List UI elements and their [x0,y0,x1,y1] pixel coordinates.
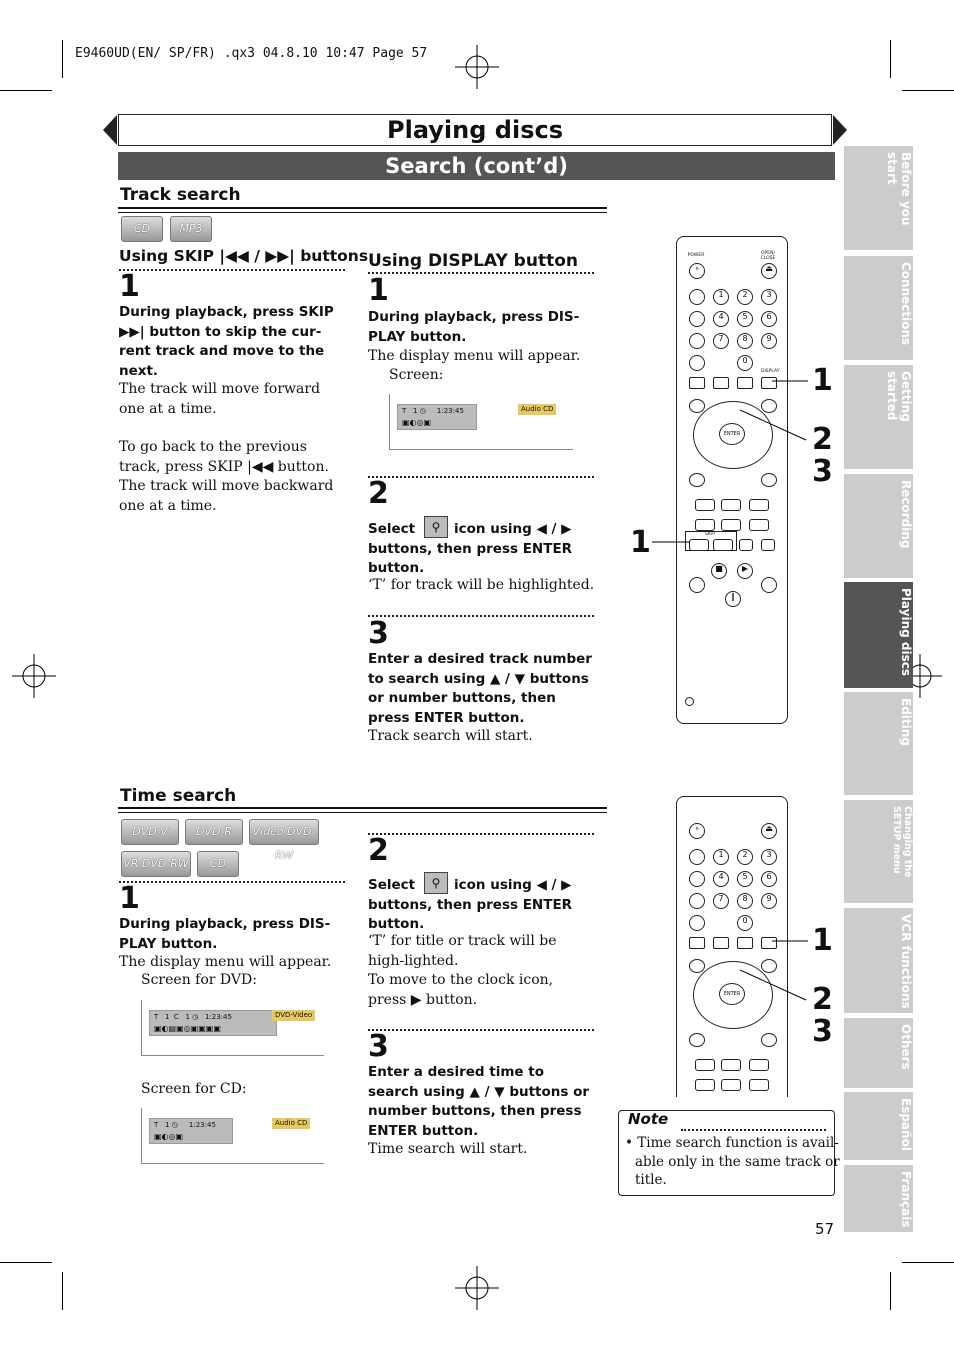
dvd-r-badge: DVD-R [185,819,243,845]
menu-icons: ▣◐▤▣◎▣▣▣▣ [154,1024,221,1033]
sidebar-tab-connections[interactable]: Connections [844,256,913,360]
crop-mark [902,90,954,91]
power-button: ∘ [689,263,705,279]
step-number: 3 [368,1029,389,1064]
digit-5-button: 5 [737,871,753,887]
crop-mark [62,40,63,78]
rew-button [689,577,705,593]
pause-button: ‖ [725,591,741,607]
slow-button [695,519,715,531]
display-step2-result: ‘T’ for track will be highlighted. [368,577,595,593]
track-number: 1 [164,1121,170,1129]
step-number: 1 [119,269,140,304]
time-step2-result: ‘T’ for title or track will be high-lighted. [368,933,557,969]
note-text: • Time search function is avail-able only in the same track or title. [625,1135,840,1188]
skip-step1-instruction: During playback, press SKIP ▶▶| button to skip the cur-rent track and move to the next. [119,304,334,379]
step-number: 2 [368,476,389,511]
callout-number: 1 [812,363,833,398]
rec-speed-button [721,519,741,531]
step-number: 3 [368,616,389,651]
vcr-button [695,499,715,511]
sidebar-tab-francais[interactable]: Français [844,1165,913,1232]
dotted-rule [368,476,594,478]
screen-cd-label: Screen for CD: [141,1081,247,1097]
remote-control [676,236,788,724]
time-search-heading: Time search [120,786,237,806]
page-subtitle: Search (cont’d) [118,152,835,180]
page-title: Playing discs [387,116,563,144]
vcr-button [695,1059,715,1071]
display-step3-instruction: Enter a desired track number to search using ▲ / ▼ buttons or number buttons, then press ENTER button. [368,651,592,726]
digit-8-button: 8 [737,893,753,909]
time-step2-clock: To move to the clock icon, press ▶ button. [368,972,554,1008]
digit-9-button: 9 [761,893,777,909]
screen-label: Screen: [389,367,444,383]
disc-type-label: Audio CD [518,404,556,415]
display-label: DISPLAY [761,369,780,374]
callout-lines [652,530,692,550]
title-indicator: T [154,1013,159,1021]
crop-mark [0,90,52,91]
dvd-button [749,1059,769,1071]
skip-forward-button [713,539,733,551]
digit-1-button: 1 [713,849,729,865]
power-button: ∘ [689,823,705,839]
search-mode-button [689,311,705,327]
time-step3-instruction: Enter a desired time to search using ▲ / ▼ buttons or number buttons, then press ENTER button. [368,1064,590,1139]
step-number: 1 [119,881,140,916]
registration-mark [12,654,56,698]
page-number: 57 [815,1220,835,1238]
digit-7-button: 7 [713,893,729,909]
display-step2-select: Select [368,521,416,537]
digit-3-button: 3 [761,849,777,865]
digit-7-button: 7 [713,333,729,349]
sidebar-tab-playing-discs[interactable]: Playing discs [844,582,913,688]
setup-button [761,473,777,487]
chapter-indicator: C [173,1013,179,1021]
sidebar-tab-others[interactable]: Others [844,1018,913,1088]
title-number: 1 [164,1013,170,1021]
cd-badge: CD [121,216,163,242]
display-step1-instruction: During playback, press DIS-PLAY button. [368,309,580,345]
sidebar-tab-recording[interactable]: Recording [844,474,913,578]
search-icon: ⚲ [424,516,448,538]
callout-number: 3 [812,454,833,489]
menu-icons: ▣◐◎▣ [402,418,432,427]
dvd-rw-vr-badge: VR DVD-RW [121,851,191,877]
return-button [689,473,705,487]
callout-lines [740,370,810,450]
skip-heading: Using SKIP |◀◀ / ▶▶| buttons [119,247,369,265]
cm-skip-button [689,893,705,909]
menu-icons: ▣◐◎▣ [154,1132,184,1141]
display-heading: Using DISPLAY button [368,251,578,271]
digit-1-button: 1 [713,289,729,305]
mp3-badge: MP3 [170,216,212,242]
sidebar-tab-editing[interactable]: Editing [844,692,913,795]
callout-lines [740,930,810,1010]
digit-4-button: 4 [713,871,729,887]
section-rule [118,807,607,813]
dotted-rule [368,833,594,835]
dvd-v-badge: DVD-V [121,819,179,845]
sidebar-tab-before-you-start[interactable]: Before you start [844,146,913,250]
dotted-rule [368,272,594,274]
track-indicator: T [154,1121,159,1129]
search-icon: ⚲ [424,872,448,894]
callout-number: 3 [812,1014,833,1049]
crop-mark [890,1272,891,1310]
enter-button: ENTER [719,423,745,445]
display-step1-result: The display menu will appear. [368,348,581,364]
digit-8-button: 8 [737,333,753,349]
callout-number: 1 [630,525,651,560]
cd-badge: CD [197,851,239,877]
setup-button [761,1033,777,1047]
crop-mark [902,1262,954,1263]
vcrplus-button [689,289,705,305]
rec-monitor-button [713,377,729,389]
skip-step1-result: The track will move forward one at a time. [119,381,321,417]
zoom-button [689,355,705,371]
step-number: 1 [368,273,389,308]
vcrplus-button [689,849,705,865]
time-step3-result: Time search will start. [368,1141,528,1157]
chapter-number: 1 [185,1013,190,1021]
skip-back-button [689,539,709,551]
video-tv-button [721,1059,741,1071]
display-step3-result: Track search will start. [368,728,533,744]
dotted-rule [119,881,345,883]
display-screen-dvd [141,1000,324,1056]
display-screen-cd [141,1108,324,1164]
digit-0-button: 0 [737,915,753,931]
elapsed-time: 1:23:45 [204,1013,232,1021]
dotted-rule [368,615,594,617]
digit-6-button: 6 [761,311,777,327]
rec-otr-button [749,1079,769,1091]
print-header: E9460UD(EN/ SP/FR) .qx3 04.8.10 10:47 Page 57 [75,46,428,61]
skip-label: SKIP [705,532,715,537]
fwd-button [761,577,777,593]
dotted-rule [368,1029,594,1031]
track-indicator: T [402,407,407,415]
display-menu-bar: T 1 ◷ 1:23:45 ▣◐◎▣ [397,404,477,430]
clear-button [689,937,705,949]
digit-3-button: 3 [761,289,777,305]
disc-type-label: DVD-Video [272,1010,315,1021]
callout-number: 1 [812,923,833,958]
ch-up-button [761,539,775,551]
crop-mark [62,1272,63,1310]
display-menu-bar: T 1 C 1 ◷ 1:23:45 ▣◐▤▣◎▣▣▣▣ [149,1010,277,1036]
digit-2-button: 2 [737,289,753,305]
digit-2-button: 2 [737,849,753,865]
registration-mark [455,1266,499,1310]
registration-mark [455,45,499,89]
display-screen-cd [389,394,573,450]
note-title: Note [628,1110,669,1128]
remote-screw [685,697,694,706]
dotted-rule [681,1129,826,1131]
step-number: 2 [368,833,389,868]
crop-mark [890,40,891,78]
stop-button: ■ [711,563,727,579]
sidebar-tab-vcr-functions[interactable]: VCR functions [844,908,913,1013]
zoom-button [689,915,705,931]
return-button [689,1033,705,1047]
menu-button [689,399,705,413]
elapsed-time: 1:23:45 [436,407,464,415]
page-title-banner [118,114,832,146]
dvd-button [749,499,769,511]
rec-speed-button [721,1079,741,1091]
search-mode-button [689,871,705,887]
digit-5-button: 5 [737,311,753,327]
section-rule [118,207,607,213]
cm-skip-button [689,333,705,349]
sidebar-tab-setup-menu[interactable]: Changing the SETUP menu [844,800,913,903]
time-step1-instruction: During playback, press DIS-PLAY button. [119,916,331,952]
eject-button: ⏏ [761,263,777,279]
clear-button [689,377,705,389]
screen-dvd-label: Screen for DVD: [141,972,257,988]
ch-down-button [739,539,753,551]
eject-button: ⏏ [761,823,777,839]
display-step2-instruction: icon using ◀ / ▶ buttons, then press ENTER button. [368,521,573,576]
digit-9-button: 9 [761,333,777,349]
digit-0-button: 0 [737,355,753,371]
callout-number: 2 [812,982,833,1017]
track-number: 1 [412,407,418,415]
digit-6-button: 6 [761,871,777,887]
disc-type-label: Audio CD [272,1118,310,1129]
display-menu-bar: T 1 ◷ 1:23:45 ▣◐◎▣ [149,1118,233,1144]
rec-monitor-button [713,937,729,949]
menu-button [689,959,705,973]
skip-step1-back: To go back to the previous track, press SKIP |◀◀ button. The track will move backward one at a time. [119,439,334,514]
time-step1-result: The display menu will appear. [119,954,332,970]
digit-4-button: 4 [713,311,729,327]
power-label: POWER [687,253,705,258]
sidebar-tab-espanol[interactable]: Español [844,1092,913,1160]
elapsed-time: 1:23:45 [188,1121,216,1129]
open-close-label: OPEN/ CLOSE [760,251,776,261]
note-box [618,1110,840,1196]
time-step2-select: Select [368,877,416,893]
callout-number: 2 [812,422,833,457]
video-tv-button [721,499,741,511]
dvd-rw-video-badge: Video DVD-RW [249,819,319,845]
rec-otr-button [749,519,769,531]
slow-button [695,1079,715,1091]
sidebar-tab-getting-started[interactable]: Getting started [844,365,913,469]
track-search-heading: Track search [120,185,241,205]
play-button: ▶ [737,563,753,579]
crop-mark [0,1262,52,1263]
enter-button: ENTER [719,983,745,1005]
time-step2-instruction: icon using ◀ / ▶ buttons, then press ENTER button. [368,877,573,932]
dotted-rule [119,269,345,271]
